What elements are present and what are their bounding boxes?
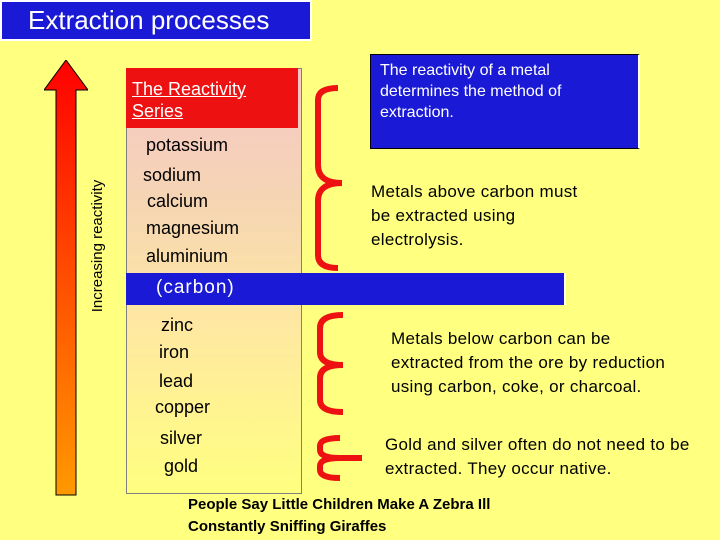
mnemonic-word-rest: iraffes	[341, 518, 387, 535]
metal-iron: iron	[159, 342, 190, 362]
note-native: Gold and silver often do not need to be extracted. They occur native.	[385, 435, 690, 478]
mnemonic-word-rest: ebra	[442, 496, 478, 513]
mnemonic-initial: M	[377, 496, 390, 513]
mnemonic-word-rest: niffing	[279, 518, 330, 535]
bracket-native	[320, 438, 340, 478]
mnemonic-initial: C	[312, 496, 324, 513]
metal-aluminium: aluminium	[146, 246, 229, 266]
mnemonic-word-rest: ittle	[281, 496, 313, 513]
reactivity-note: The reactivity of a metal determines the method of extraction.	[380, 62, 562, 121]
carbon-label: (carbon)	[156, 277, 235, 298]
metal-lead: lead	[159, 371, 194, 391]
metal-zinc: zinc	[161, 315, 194, 335]
mnemonic-word-rest: hildren	[323, 496, 378, 513]
metal-potassium: potassium	[146, 135, 229, 155]
mnemonic-line-2	[188, 516, 490, 538]
mnemonic-initial: G	[329, 518, 342, 535]
note-above-carbon: Metals above carbon must be extracted using electrolysis.	[371, 182, 578, 249]
mnemonic-initial: S	[269, 518, 280, 535]
mnemonic-initial: I	[477, 496, 483, 513]
metal-silver: silver	[160, 428, 203, 448]
mnemonic-word-rest: onstantly	[198, 518, 270, 535]
series-header-label: The Reactivity Series	[132, 79, 247, 121]
metal-sodium: sodium	[143, 165, 202, 185]
metal-gold: gold	[164, 456, 199, 476]
mnemonic-initial: P	[188, 496, 199, 513]
mnemonic-word-rest: eople	[198, 496, 242, 513]
mnemonic	[188, 494, 490, 538]
bracket-above-carbon	[318, 88, 342, 268]
metal-calcium: calcium	[147, 191, 209, 211]
metal-copper: copper	[155, 397, 211, 417]
bracket-below-carbon	[320, 315, 343, 412]
mnemonic-initial: A	[418, 496, 429, 513]
axis-label: Increasing reactivity	[89, 179, 106, 313]
metal-magnesium: magnesium	[146, 218, 240, 238]
mnemonic-initial: C	[188, 518, 199, 535]
slide-title: Extraction processes	[28, 5, 270, 35]
mnemonic-initial: L	[272, 496, 282, 513]
note-below-carbon: Metals below carbon can be extracted from the ore by reduction using carbon, coke, or charcoal.	[391, 329, 666, 396]
mnemonic-word-rest: ake	[389, 496, 419, 513]
mnemonic-line-1	[188, 494, 490, 516]
mnemonic-word-rest: ll	[482, 496, 491, 513]
mnemonic-word-rest: ay	[251, 496, 273, 513]
mnemonic-initial: Z	[428, 496, 443, 513]
mnemonic-initial: S	[241, 496, 252, 513]
